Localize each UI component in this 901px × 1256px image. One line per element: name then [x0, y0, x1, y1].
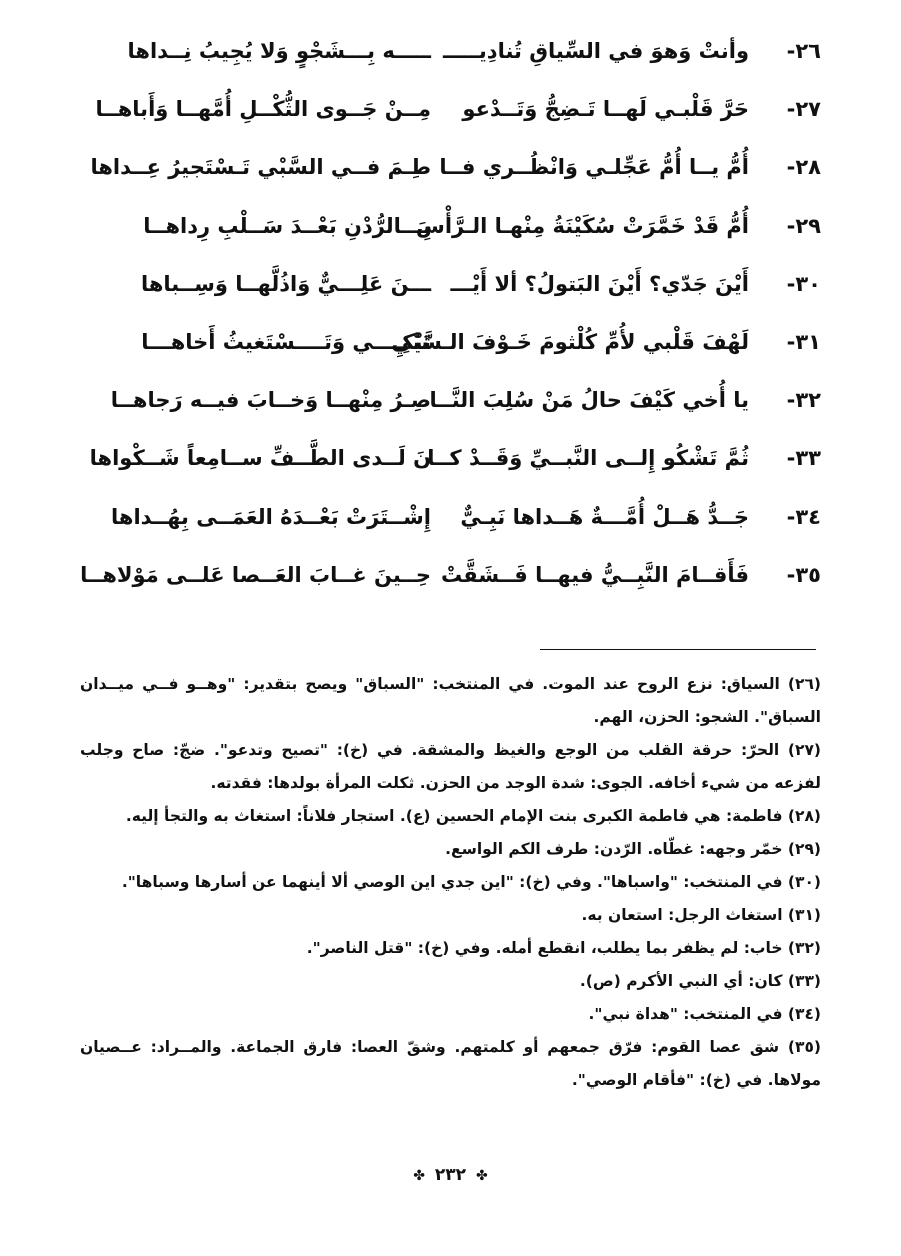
footnote-separator — [540, 649, 816, 650]
verse-line — [70, 22, 821, 80]
ornament-icon: ✤ — [413, 1168, 425, 1184]
verse-first-hemistich: أُمُّ قَدْ خَمَّرَتْ سُكَيْنَةُ مِنْهـا الـرَّأْسَ — [415, 213, 749, 238]
footnote: (٣٥) شق عصا القوم: فرّق جمعهم أو كلمتهم. وشقّ العصا: فارق الجماعة. والمــراد: عــصيان مولاها. في (خ): "فأقام الوصي". — [80, 1038, 821, 1089]
verse-line — [70, 429, 821, 487]
poem-verses — [70, 22, 821, 604]
verse-second-hemistich: حِــينَ غــابَ العَــصا عَلــى مَوْلاهــا — [80, 562, 431, 587]
verse-number: ٣٥- — [786, 562, 821, 587]
verse-number: ٣٠- — [786, 271, 821, 296]
verse-line — [70, 488, 821, 546]
verse-number: ٣٤- — [786, 504, 821, 529]
verse-second-hemistich: مِــنْ جَــوى الثُّكْــلِ أُمَّهــا وَأَباهــا — [95, 97, 431, 122]
verse-first-hemistich: جَــدُّ هَــلْ أُمَّـــةٌ هَــداها نَبِـيٌّ — [460, 504, 749, 529]
verse-second-hemistich: بِـــالرُّدْنِ بَعْــدَ سَــلْبِ رِداهــا — [143, 213, 431, 238]
verse-number: ٢٨- — [786, 155, 821, 180]
footnote: (٢٦) السياق: نزع الروح عند الموت. في المنتخب: "السباق" ويصح بتقدير: "وهــو فــي ميــدان السباق". الشجو: الحزن، الهم. — [80, 675, 821, 726]
verse-first-hemistich: يا أُخي كَيْفَ حالُ مَنْ سُلِبَ النَّــا — [429, 388, 749, 413]
verse-first-hemistich: حَرَّ قَلْبـي لَهــا تَـضِجُّ وَتَــدْعو — [462, 97, 749, 122]
verse-second-hemistich: ـــنَ عَلِـــيٌّ وَاذُلَّهــا وَسِــباها — [140, 271, 431, 296]
page-number: ٢٣٢ — [434, 1165, 467, 1185]
verse-number: ٣٢- — [786, 388, 821, 413]
verse-second-hemistich: إِشْــتَرَتْ بَعْــدَهُ العَمَــى بِهُــداها — [111, 504, 431, 529]
verse-first-hemistich: وأنتْ وَهوَ في السِّياقِ تُنادِيـــــ — [443, 39, 749, 64]
verse-number: ٣٣- — [786, 446, 821, 471]
footnote: (٣٤) في المنتخب: "هداة نبي". — [588, 1005, 821, 1023]
verse-first-hemistich: أُمُّ يــا أُمُّ عَجِّلـي وَانْظُــري فــا — [439, 155, 749, 180]
verse-line — [70, 197, 821, 255]
ornament-icon: ✤ — [475, 1168, 488, 1184]
page-footer — [0, 1165, 901, 1185]
verse-second-hemistich: صِـرُ مِنْهــا وَخــابَ فيــه رَجاهــا — [110, 388, 431, 413]
verse-second-hemistich: طِـمَ فــي السَّبْي تَـسْتَجيرُ عِــداها — [90, 155, 431, 180]
verse-line — [70, 138, 821, 196]
verse-second-hemistich: تَبْكِــــي وَتَــــسْتَغيثُ أَخاهـــا — [141, 330, 431, 355]
verse-first-hemistich: لَهْفَ قَلْبي لأُمِّ كُلْثومَ خَـوْفَ الـسَّبْيِ — [391, 330, 749, 355]
verse-number: ٢٦- — [786, 39, 821, 64]
footnote: (٣٢) خاب: لم يظفر بما يطلب، انقطع أمله. وفي (خ): "قتل الناصر". — [306, 939, 821, 957]
footnote: (٣٣) كان: أي النبي الأكرم (ص). — [579, 972, 821, 990]
footnotes — [80, 668, 821, 1097]
footnote: (٢٨) فاطمة: هي فاطمة الكبرى بنت الإمام الحسين (ع). استجار فلاناً: استغاث به والتجأ إليه. — [125, 807, 821, 825]
footnote: (٢٧) الحرّ: حرقة القلب من الوجع والغيظ والمشقة. في (خ): "تصيح وتدعو". ضجّ: صاح وجلب لفزعه من شيء أخافه. الجوى: شدة الوجد من الحزن. ثكلت المرأة بولدها: فقدته. — [80, 741, 821, 792]
verse-first-hemistich: فَأَقــامَ النَّبِــيُّ فيهــا فَــشَقَّتْ — [440, 562, 749, 587]
footnote: (٢٩) خمّر وجهه: غطّاه. الرّدن: طرف الكم الواسع. — [445, 840, 821, 858]
footnote: (٣٠) في المنتخب: "واسباها". وفي (خ): "اين جدي اين الوصي ألا أينهما عن أسارها وسباها". — [121, 873, 821, 891]
verse-number: ٢٩- — [786, 213, 821, 238]
verse-number: ٣١- — [786, 330, 821, 355]
verse-line — [70, 255, 821, 313]
verse-first-hemistich: أَيْنَ جَدّي؟ أَيْنَ البَتولُ؟ ألا أَيْـــ — [450, 271, 749, 296]
verse-second-hemistich: نَ لَــدى الطَّــفِّ ســامِعاً شَــكْواها — [89, 446, 431, 471]
verse-second-hemistich: ـــــه بِـــشَجْوٍ وَلا يُجِيبُ نِــداها — [127, 39, 431, 64]
verse-line — [70, 313, 821, 371]
verse-line — [70, 80, 821, 138]
verse-line — [70, 371, 821, 429]
verse-line — [70, 546, 821, 604]
footnote: (٣١) استغاث الرجل: استعان به. — [581, 906, 821, 924]
verse-number: ٢٧- — [786, 97, 821, 122]
verse-first-hemistich: ثُمَّ تَشْكُو إِلــى النَّبــيِّ وَقَــدْ كــا — [427, 446, 749, 471]
